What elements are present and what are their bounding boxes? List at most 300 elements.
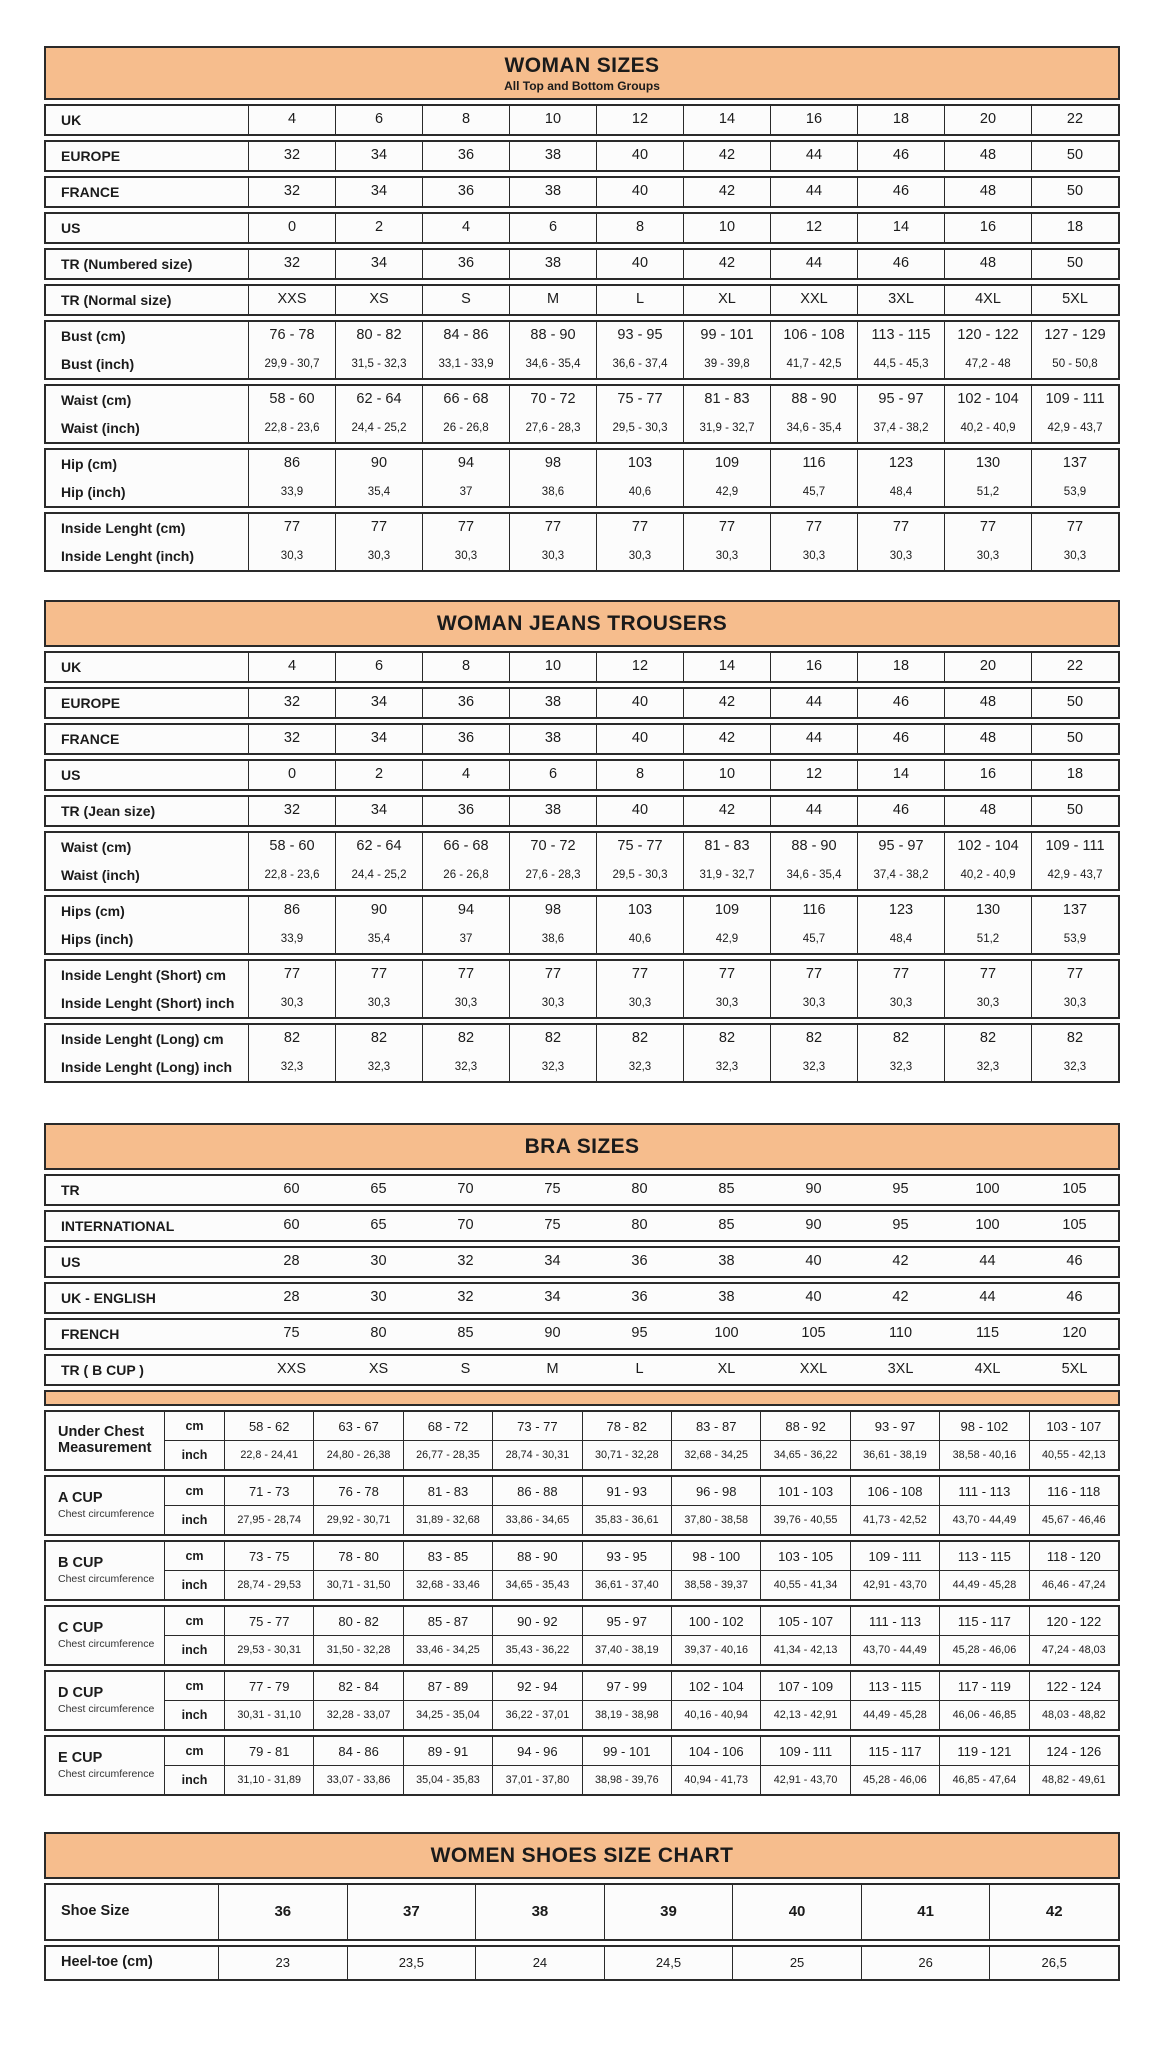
value-cell: 18 bbox=[857, 106, 944, 134]
value-cell: 44 bbox=[770, 142, 857, 170]
value-cell: 75 - 77 bbox=[596, 386, 683, 414]
value-cell: 40,2 - 40,9 bbox=[944, 414, 1031, 442]
value-cell: 95 - 97 bbox=[582, 1607, 671, 1636]
value-cell: 36,6 - 37,4 bbox=[596, 350, 683, 378]
row-group bbox=[44, 1883, 1120, 1941]
value-cell: 40,6 bbox=[596, 925, 683, 953]
value-cell: 88 - 90 bbox=[509, 322, 596, 350]
table-row bbox=[46, 414, 1118, 442]
bra-row-group bbox=[44, 1210, 1120, 1242]
value-cell: 80 bbox=[370, 1325, 387, 1342]
row-group bbox=[44, 512, 1120, 572]
value-cell: 109 - 111 bbox=[850, 1542, 939, 1571]
value-cell: 34 bbox=[335, 250, 422, 278]
row-group bbox=[44, 687, 1120, 719]
cup-label bbox=[46, 1477, 164, 1534]
value-cell: 35,4 bbox=[335, 478, 422, 506]
value-cell: 16 bbox=[770, 653, 857, 681]
table-row bbox=[46, 178, 1118, 206]
value-cell: 30,71 - 32,28 bbox=[582, 1441, 671, 1469]
value-cell: 30,3 bbox=[683, 542, 770, 570]
women-shoes-size-chart-table bbox=[44, 1832, 1120, 1981]
value-cell: 113 - 115 bbox=[857, 322, 944, 350]
bra-row-group bbox=[44, 1354, 1120, 1386]
value-cell: 32 bbox=[457, 1253, 474, 1270]
value-cell: 85 - 87 bbox=[403, 1607, 492, 1636]
value-cell: 119 - 121 bbox=[939, 1737, 1028, 1766]
value-cell: 70 - 72 bbox=[509, 833, 596, 861]
value-cell: 100 bbox=[975, 1217, 1000, 1234]
value-cell: 32,3 bbox=[683, 1053, 770, 1081]
unit-label: inch bbox=[164, 1506, 224, 1534]
table-subtitle: All Top and Bottom Groups bbox=[504, 79, 660, 93]
row-group bbox=[44, 723, 1120, 755]
value-cell: 103 - 107 bbox=[1029, 1412, 1118, 1441]
table-row bbox=[46, 797, 1118, 825]
value-cell: 39,76 - 40,55 bbox=[760, 1506, 849, 1534]
value-cell: 16 bbox=[944, 761, 1031, 789]
value-cell: 36 bbox=[422, 725, 509, 753]
value-cell: 30,3 bbox=[335, 542, 422, 570]
value-cell: 30 bbox=[370, 1253, 387, 1270]
table-row bbox=[46, 833, 1118, 861]
cup-row-group bbox=[44, 1735, 1120, 1796]
table-row bbox=[46, 214, 1118, 242]
value-cell: 10 bbox=[509, 106, 596, 134]
value-cell: 66 - 68 bbox=[422, 833, 509, 861]
value-cell: 90 bbox=[335, 450, 422, 478]
unit-label: inch bbox=[164, 1571, 224, 1599]
value-cell: 10 bbox=[683, 761, 770, 789]
value-cell: 88 - 90 bbox=[770, 386, 857, 414]
value-cell: 94 bbox=[422, 450, 509, 478]
value-cell: 18 bbox=[1031, 214, 1118, 242]
value-cell: 28 bbox=[283, 1253, 300, 1270]
value-cell: 5XL bbox=[1031, 286, 1118, 314]
table-row bbox=[46, 542, 1118, 570]
value-cell: 34,65 - 36,22 bbox=[760, 1441, 849, 1469]
table-row bbox=[46, 897, 1118, 925]
value-cell: 123 bbox=[857, 897, 944, 925]
unit-label: inch bbox=[164, 1701, 224, 1729]
value-cell: 30,3 bbox=[770, 989, 857, 1017]
value-cell: 105 bbox=[1062, 1217, 1087, 1234]
value-cell: 18 bbox=[857, 653, 944, 681]
value-cell: 30,3 bbox=[857, 989, 944, 1017]
row-group bbox=[44, 1945, 1120, 1981]
value-cell: 122 - 124 bbox=[1029, 1672, 1118, 1701]
value-cell: 101 - 103 bbox=[760, 1477, 849, 1506]
value-cell: XS bbox=[335, 286, 422, 314]
value-cell: 75 - 77 bbox=[224, 1607, 313, 1636]
value-cell: 32,3 bbox=[509, 1053, 596, 1081]
value-cell: 46 bbox=[857, 250, 944, 278]
value-cell: 116 bbox=[770, 450, 857, 478]
row-group bbox=[44, 795, 1120, 827]
row-label: Inside Lenght (Long) inch bbox=[61, 1058, 233, 1075]
row-group bbox=[44, 831, 1120, 891]
value-cell: 14 bbox=[683, 106, 770, 134]
value-cell: 95 bbox=[892, 1181, 909, 1198]
value-cell: 98 bbox=[509, 897, 596, 925]
value-cell: 30,3 bbox=[335, 989, 422, 1017]
table-row bbox=[46, 1053, 1118, 1081]
value-cell: 37,40 - 38,19 bbox=[582, 1636, 671, 1664]
row-label: Inside Lenght (cm) bbox=[61, 519, 186, 536]
value-cell: 92 - 94 bbox=[492, 1672, 581, 1701]
unit-label: inch bbox=[164, 1766, 224, 1794]
value-cell: 37,80 - 38,58 bbox=[671, 1506, 760, 1534]
cup-subtitle: Chest circumference bbox=[58, 1767, 155, 1780]
table-row bbox=[46, 1284, 1118, 1312]
value-cell: 40 bbox=[596, 142, 683, 170]
row-label: US bbox=[61, 766, 81, 783]
cup-name: B CUP bbox=[58, 1555, 104, 1572]
value-cell: S bbox=[460, 1361, 471, 1378]
value-cell: 100 - 102 bbox=[671, 1607, 760, 1636]
value-cell: XXL bbox=[770, 286, 857, 314]
value-cell: 44 bbox=[770, 797, 857, 825]
value-cell: 31,9 - 32,7 bbox=[683, 414, 770, 442]
value-cell: 36 bbox=[631, 1289, 648, 1306]
value-cell: 77 bbox=[422, 514, 509, 542]
row-label: Bust (cm) bbox=[61, 327, 126, 344]
value-cell: 42 bbox=[683, 725, 770, 753]
value-cell: 37,4 - 38,2 bbox=[857, 861, 944, 889]
cup-name: C CUP bbox=[58, 1620, 104, 1637]
value-cell: 53,9 bbox=[1031, 925, 1118, 953]
value-cell: L bbox=[635, 1361, 644, 1378]
value-cell: 8 bbox=[596, 214, 683, 242]
value-cell: 82 bbox=[1031, 1025, 1118, 1053]
value-cell: 90 bbox=[544, 1325, 561, 1342]
value-cell: 90 bbox=[805, 1217, 822, 1234]
value-cell: 36 bbox=[422, 250, 509, 278]
value-cell: 23,5 bbox=[347, 1947, 476, 1979]
value-cell: 34 bbox=[544, 1253, 561, 1270]
value-cell: 82 bbox=[770, 1025, 857, 1053]
value-cell: L bbox=[596, 286, 683, 314]
value-cell: 34,6 - 35,4 bbox=[770, 861, 857, 889]
value-cell: 42 bbox=[892, 1289, 909, 1306]
woman-jeans-trousers-table bbox=[44, 600, 1120, 1083]
value-cell: 10 bbox=[683, 214, 770, 242]
value-cell: 116 bbox=[770, 897, 857, 925]
value-cell: 78 - 82 bbox=[582, 1412, 671, 1441]
value-cell: 48,82 - 49,61 bbox=[1029, 1766, 1118, 1794]
value-cell: 88 - 90 bbox=[770, 833, 857, 861]
value-cell: 28 bbox=[283, 1289, 300, 1306]
bra-row-group bbox=[44, 1282, 1120, 1314]
value-cell: 46 bbox=[857, 689, 944, 717]
value-cell: 120 bbox=[1062, 1325, 1087, 1342]
value-cell: 48 bbox=[944, 797, 1031, 825]
value-cell: 36 bbox=[422, 178, 509, 206]
value-cell: 38,98 - 39,76 bbox=[582, 1766, 671, 1794]
value-cell: 60 bbox=[283, 1181, 300, 1198]
value-cell: 10 bbox=[509, 653, 596, 681]
value-cell: 32,3 bbox=[944, 1053, 1031, 1081]
row-label: Inside Lenght (Short) inch bbox=[61, 994, 235, 1011]
row-group bbox=[44, 104, 1120, 136]
value-cell: 90 bbox=[335, 897, 422, 925]
value-cell: 12 bbox=[596, 653, 683, 681]
value-cell: 105 - 107 bbox=[760, 1607, 849, 1636]
table-row bbox=[46, 322, 1118, 350]
value-cell: 40 bbox=[805, 1289, 822, 1306]
value-cell: 4 bbox=[422, 761, 509, 789]
value-cell: 38 bbox=[509, 689, 596, 717]
value-cell: 40 bbox=[596, 178, 683, 206]
table-row bbox=[46, 514, 1118, 542]
value-cell: 102 - 104 bbox=[944, 833, 1031, 861]
value-cell: 40 bbox=[732, 1885, 861, 1939]
row-group bbox=[44, 284, 1120, 316]
value-cell: 47,2 - 48 bbox=[944, 350, 1031, 378]
value-cell: 26 - 26,8 bbox=[422, 861, 509, 889]
row-group bbox=[44, 212, 1120, 244]
value-cell: 70 bbox=[457, 1217, 474, 1234]
value-cell: 44,49 - 45,28 bbox=[850, 1701, 939, 1729]
value-cell: 32,68 - 34,25 bbox=[671, 1441, 760, 1469]
value-cell: 62 - 64 bbox=[335, 833, 422, 861]
value-cell: 75 bbox=[544, 1181, 561, 1198]
value-cell: 42 bbox=[892, 1253, 909, 1270]
row-group bbox=[44, 1023, 1120, 1083]
row-group bbox=[44, 320, 1120, 380]
table-header bbox=[44, 1123, 1120, 1170]
value-cell: 40,16 - 40,94 bbox=[671, 1701, 760, 1729]
value-cell: 36 bbox=[218, 1885, 347, 1939]
row-group bbox=[44, 384, 1120, 444]
row-label: Hip (inch) bbox=[61, 483, 126, 500]
value-cell: 93 - 97 bbox=[850, 1412, 939, 1441]
bra-row-group bbox=[44, 1318, 1120, 1350]
value-cell: 109 bbox=[683, 897, 770, 925]
row-group bbox=[44, 248, 1120, 280]
row-label: TR (Numbered size) bbox=[61, 255, 193, 272]
value-cell: 95 - 97 bbox=[857, 833, 944, 861]
value-cell: 71 - 73 bbox=[224, 1477, 313, 1506]
value-cell: 27,6 - 28,3 bbox=[509, 861, 596, 889]
value-cell: 32 bbox=[248, 142, 335, 170]
value-cell: 81 - 83 bbox=[683, 386, 770, 414]
value-cell: 38,58 - 40,16 bbox=[939, 1441, 1028, 1469]
cup-grid bbox=[46, 1542, 1118, 1599]
table-row bbox=[46, 1212, 1118, 1240]
table-row bbox=[46, 106, 1118, 134]
table-header bbox=[44, 46, 1120, 100]
table-row bbox=[46, 961, 1118, 989]
value-cell: 100 bbox=[714, 1325, 739, 1342]
value-cell: 77 bbox=[683, 961, 770, 989]
table-row bbox=[46, 989, 1118, 1017]
table-row bbox=[46, 1025, 1118, 1053]
value-cell: 95 - 97 bbox=[857, 386, 944, 414]
value-cell: 28,74 - 29,53 bbox=[224, 1571, 313, 1599]
value-cell: 104 - 106 bbox=[671, 1737, 760, 1766]
value-cell: 32 bbox=[457, 1289, 474, 1306]
value-cell: 22,8 - 24,41 bbox=[224, 1441, 313, 1469]
value-cell: 36 bbox=[422, 142, 509, 170]
value-cell: 26,5 bbox=[989, 1947, 1118, 1979]
value-cell: 77 bbox=[944, 961, 1031, 989]
value-cell: 44,5 - 45,3 bbox=[857, 350, 944, 378]
value-cell: 38 bbox=[509, 250, 596, 278]
value-cell: 42,9 bbox=[683, 478, 770, 506]
value-cell: 130 bbox=[944, 450, 1031, 478]
value-cell: 77 bbox=[857, 514, 944, 542]
value-cell: 40,55 - 42,13 bbox=[1029, 1441, 1118, 1469]
cup-row-group bbox=[44, 1605, 1120, 1666]
value-cell: 42,9 bbox=[683, 925, 770, 953]
value-cell: 137 bbox=[1031, 897, 1118, 925]
value-cell: 79 - 81 bbox=[224, 1737, 313, 1766]
value-cell: 98 bbox=[509, 450, 596, 478]
value-cell: 46,06 - 46,85 bbox=[939, 1701, 1028, 1729]
value-cell: 39 bbox=[604, 1885, 733, 1939]
value-cell: 12 bbox=[770, 214, 857, 242]
value-cell: 12 bbox=[596, 106, 683, 134]
value-cell: 130 bbox=[944, 897, 1031, 925]
cup-row-group bbox=[44, 1410, 1120, 1471]
value-cell: 113 - 115 bbox=[850, 1672, 939, 1701]
value-cell: 30,3 bbox=[509, 989, 596, 1017]
value-cell: 30,3 bbox=[1031, 989, 1118, 1017]
value-cell: 50 bbox=[1031, 725, 1118, 753]
row-label: Hip (cm) bbox=[61, 455, 117, 472]
value-cell: 6 bbox=[509, 761, 596, 789]
value-cell: 14 bbox=[683, 653, 770, 681]
value-cell: 85 bbox=[718, 1217, 735, 1234]
value-cell: 32 bbox=[248, 689, 335, 717]
cup-grid bbox=[46, 1477, 1118, 1534]
value-cell: 94 - 96 bbox=[492, 1737, 581, 1766]
value-cell: 38,6 bbox=[509, 925, 596, 953]
value-cell: 81 - 83 bbox=[683, 833, 770, 861]
bra-sizes-table bbox=[44, 1123, 1120, 1796]
value-cell: 24,4 - 25,2 bbox=[335, 414, 422, 442]
value-cell: 34,65 - 35,43 bbox=[492, 1571, 581, 1599]
value-cell: XS bbox=[368, 1361, 389, 1378]
cup-name: D CUP bbox=[58, 1685, 104, 1702]
table-row bbox=[46, 478, 1118, 506]
value-cell: 46 bbox=[857, 178, 944, 206]
value-cell: 38 bbox=[509, 178, 596, 206]
value-cell: 42 bbox=[683, 797, 770, 825]
value-cell: 42 bbox=[683, 142, 770, 170]
value-cell: 65 bbox=[370, 1181, 387, 1198]
row-label: US bbox=[61, 219, 81, 236]
value-cell: 36,22 - 37,01 bbox=[492, 1701, 581, 1729]
value-cell: 4XL bbox=[944, 286, 1031, 314]
value-cell: 40,94 - 41,73 bbox=[671, 1766, 760, 1794]
value-cell: 32,3 bbox=[335, 1053, 422, 1081]
value-cell: 93 - 95 bbox=[596, 322, 683, 350]
value-cell: 58 - 62 bbox=[224, 1412, 313, 1441]
value-cell: 99 - 101 bbox=[582, 1737, 671, 1766]
value-cell: 84 - 86 bbox=[313, 1737, 402, 1766]
value-cell: 38,58 - 39,37 bbox=[671, 1571, 760, 1599]
value-cell: 82 - 84 bbox=[313, 1672, 402, 1701]
value-cell: 30,3 bbox=[422, 989, 509, 1017]
value-cell: 45,28 - 46,06 bbox=[939, 1636, 1028, 1664]
value-cell: 111 - 113 bbox=[939, 1477, 1028, 1506]
value-cell: 105 bbox=[1062, 1181, 1087, 1198]
value-cell: 53,9 bbox=[1031, 478, 1118, 506]
value-cell: 48,03 - 48,82 bbox=[1029, 1701, 1118, 1729]
value-cell: 103 - 105 bbox=[760, 1542, 849, 1571]
cup-subtitle: Chest circumference bbox=[58, 1507, 155, 1520]
unit-label: cm bbox=[164, 1412, 224, 1441]
cup-grid bbox=[46, 1672, 1118, 1729]
value-cell: 77 bbox=[1031, 514, 1118, 542]
value-cell: 38 bbox=[718, 1253, 735, 1270]
value-cell: 77 bbox=[770, 961, 857, 989]
value-cell: 32,3 bbox=[857, 1053, 944, 1081]
value-cell: 31,10 - 31,89 bbox=[224, 1766, 313, 1794]
value-cell: 42,91 - 43,70 bbox=[850, 1571, 939, 1599]
cup-name: Under Chest Measurement bbox=[58, 1423, 152, 1456]
value-cell: 31,5 - 32,3 bbox=[335, 350, 422, 378]
value-cell: 40 bbox=[596, 250, 683, 278]
value-cell: 14 bbox=[857, 214, 944, 242]
value-cell: 48 bbox=[944, 689, 1031, 717]
row-label: Heel-toe (cm) bbox=[61, 1954, 153, 1971]
woman-sizes-table bbox=[44, 46, 1120, 572]
value-cell: 41 bbox=[861, 1885, 990, 1939]
row-label: Waist (inch) bbox=[61, 419, 140, 436]
value-cell: 44 bbox=[979, 1289, 996, 1306]
value-cell: 51,2 bbox=[944, 925, 1031, 953]
value-cell: 77 bbox=[335, 514, 422, 542]
value-cell: 12 bbox=[770, 761, 857, 789]
value-cell: 30,71 - 31,50 bbox=[313, 1571, 402, 1599]
row-label: Bust (inch) bbox=[61, 355, 135, 372]
value-cell: 50 bbox=[1031, 250, 1118, 278]
value-cell: 38 bbox=[718, 1289, 735, 1306]
value-cell: 73 - 77 bbox=[492, 1412, 581, 1441]
value-cell: 115 - 117 bbox=[850, 1737, 939, 1766]
table-row bbox=[46, 1320, 1118, 1348]
unit-label: inch bbox=[164, 1441, 224, 1469]
row-label: Inside Lenght (inch) bbox=[61, 547, 194, 564]
row-label: Waist (cm) bbox=[61, 838, 132, 855]
value-cell: 30,3 bbox=[509, 542, 596, 570]
value-cell: 30,3 bbox=[596, 542, 683, 570]
value-cell: 109 - 111 bbox=[1031, 833, 1118, 861]
value-cell: 68 - 72 bbox=[403, 1412, 492, 1441]
value-cell: 29,5 - 30,3 bbox=[596, 414, 683, 442]
value-cell: 30,3 bbox=[944, 989, 1031, 1017]
value-cell: 82 bbox=[248, 1025, 335, 1053]
value-cell: 32 bbox=[248, 797, 335, 825]
value-cell: 24,4 - 25,2 bbox=[335, 861, 422, 889]
value-cell: 77 bbox=[944, 514, 1031, 542]
value-cell: 44 bbox=[770, 250, 857, 278]
unit-label: inch bbox=[164, 1636, 224, 1664]
value-cell: 31,89 - 32,68 bbox=[403, 1506, 492, 1534]
table-row bbox=[46, 761, 1118, 789]
value-cell: 62 - 64 bbox=[335, 386, 422, 414]
value-cell: 27,95 - 28,74 bbox=[224, 1506, 313, 1534]
value-cell: 30,3 bbox=[683, 989, 770, 1017]
value-cell: 50 bbox=[1031, 178, 1118, 206]
value-cell: 32,3 bbox=[248, 1053, 335, 1081]
value-cell: 42 bbox=[683, 689, 770, 717]
value-cell: 102 - 104 bbox=[671, 1672, 760, 1701]
value-cell: 75 bbox=[283, 1325, 300, 1342]
